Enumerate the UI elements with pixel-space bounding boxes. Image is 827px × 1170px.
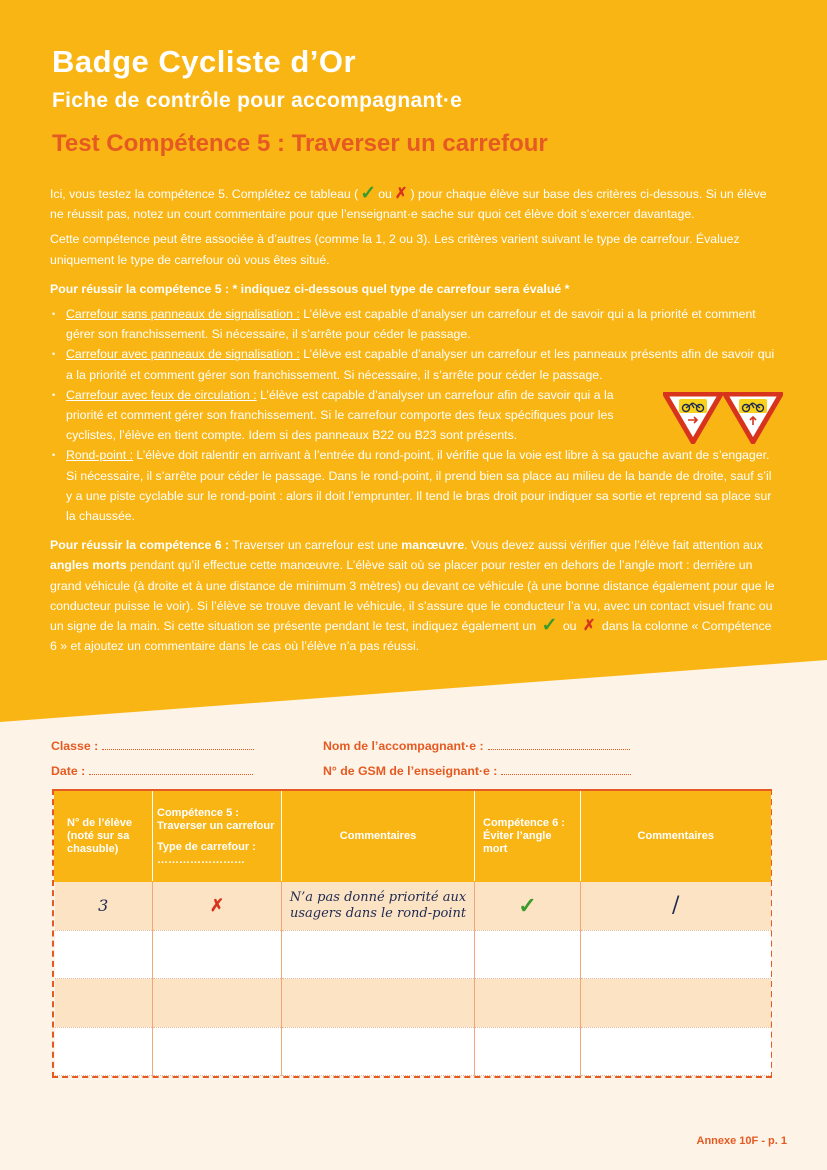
date-input-line[interactable] (89, 762, 253, 775)
traffic-signs (663, 392, 783, 444)
competence6-cell[interactable]: ✓ (475, 882, 581, 931)
comment2-cell[interactable] (581, 979, 771, 1028)
student-number-cell[interactable] (55, 930, 153, 979)
accompagnant-input-line[interactable] (488, 737, 630, 750)
test-title: Test Compétence 5 : Traverser un carrefour (52, 130, 548, 157)
table-row (55, 1027, 771, 1076)
classe-input-line[interactable] (102, 737, 254, 750)
gsm-field[interactable]: N° de GSM de l’enseignant·e : (323, 762, 631, 778)
comment1-cell[interactable] (282, 930, 475, 979)
page-subtitle: Fiche de contrôle pour accompagnant·e (52, 89, 463, 112)
header-student-number: N° de l’élève (noté sur sa chasuble) (55, 792, 153, 882)
date-field[interactable]: Date : (51, 762, 253, 778)
evaluation-table (52, 789, 772, 1078)
header-competence5: Compétence 5 : Traverser un carrefour Type de carrefour : …………………… (153, 792, 282, 882)
table-row (55, 930, 771, 979)
gsm-input-line[interactable] (501, 762, 631, 775)
comment2-cell[interactable] (581, 1027, 771, 1076)
competence6-cell[interactable] (475, 979, 581, 1028)
competence6-cell[interactable] (475, 930, 581, 979)
page-footer: Annexe 10F - p. 1 (696, 1135, 787, 1147)
criteria-item: • Carrefour avec feux de circulation : L’élève est capable d’analyser un carrefour afin de savoir qui a la priorité et comment gérer son franchissement. Si le carrefour comporte des feux spécifiques pour les cyclistes, l’élève en tient compte. Idem si des panneaux B22 ou B23 sont présents. (50, 385, 778, 446)
page-title: Badge Cycliste d’Or (52, 44, 357, 79)
classe-field[interactable]: Classe : (51, 737, 254, 753)
header-comments-1: Commentaires (282, 792, 475, 882)
cross-icon: ✗ (582, 617, 596, 635)
header-competence6: Compétence 6 : Éviter l’angle mort (475, 792, 581, 882)
table-row (55, 882, 771, 931)
competence5-cell[interactable] (153, 1027, 282, 1076)
check-icon: ✓ (541, 615, 558, 637)
competence5-cell[interactable] (153, 930, 282, 979)
check-icon: ✓ (360, 183, 377, 204)
intro-paragraph-2: Cette compétence peut être associée à d’autres (comme la 1, 2 ou 3). Les critères varient suivant le type de carrefour. Évaluez uniquement le type de carrefour où vous êtes situé. (50, 232, 740, 267)
competence6-cell[interactable] (475, 1027, 581, 1076)
b23-cyclist-straight-sign-icon (725, 394, 781, 442)
header-comments-2: Commentaires (581, 792, 771, 882)
student-number-cell[interactable]: 3 (55, 882, 153, 931)
intro-paragraph: Ici, vous testez la compétence 5. Complétez ce tableau ( ✓ ou ✗ ) pour chaque élève sur base des critères ci-dessous. Si un élève ne réussit pas, notez un court commentaire pour que l’enseignant·e sache sur quoi cet élève doit s’exercer davantage. (50, 183, 767, 222)
competence6-paragraph: Pour réussir la compétence 6 : Traverser un carrefour est une manœuvre. Vous devez aussi vérifier que l’élève fait attention aux angles morts pendant qu’il effectue cette manœuvre. L’élève sait où se placer pour rester en dehors de l’angle mort : derrière un grand véhicule (à droite et à une distance de minimum 3 mètres) ou devant ce véhicule (à une bonne distance également pour que le conducteur puisse le voir). Si l’élève se trouve devant le véhicule, il s’assure que le conducteur l’a vu, avec un contact visuel franc ou un signe de la main. Si cette situation se présente pendant le test, indiquez également un ✓ ou ✗ dans la colonne « Compétence 6 » et ajoutez un commentaire dans le cas où l’élève n’a pas réussi. (50, 538, 775, 654)
comment1-cell[interactable] (282, 979, 475, 1028)
criteria-item: • Carrefour sans panneaux de signalisation : L’élève est capable d’analyser un carrefour et de savoir qui a la priorité et comment gérer son franchissement. Si nécessaire, il s’arrête pour céder le passage. (50, 304, 778, 344)
comment2-cell[interactable]: / (581, 882, 771, 931)
comment1-cell[interactable] (282, 1027, 475, 1076)
cross-icon: ✗ (394, 185, 408, 202)
student-number-cell[interactable] (55, 1027, 153, 1076)
comment2-cell[interactable] (581, 930, 771, 979)
student-number-cell[interactable] (55, 979, 153, 1028)
table-row (55, 979, 771, 1028)
criteria-heading: Pour réussir la compétence 5 : * indiquez ci-dessous quel type de carrefour sera évalué * (50, 281, 570, 296)
competence5-cell[interactable] (153, 979, 282, 1028)
comment1-cell[interactable]: N’a pas donné priorité aux usagers dans le rond-point (282, 882, 475, 931)
criteria-item: • Carrefour avec panneaux de signalisation : L’élève est capable d’analyser un carrefour et les panneaux présents afin de savoir qui a la priorité et comment gérer son franchissement. Si nécessaire, il s’arrête pour céder le passage. (50, 344, 778, 384)
b22-cyclist-right-sign-icon (665, 394, 721, 442)
accompagnant-field[interactable]: Nom de l’accompagnant·e : (323, 737, 630, 753)
criteria-item: • Rond-point : L’élève doit ralentir en arrivant à l’entrée du rond-point, il vérifie que la voie est libre à sa gauche avant de s’engager. Si nécessaire, il s’arrête pour céder le passage. Dans le rond-point, il prend bien sa place au milieu de la bande de droite, sauf s’il y a une piste cyclable sur le rond-point : alors il doit l’emprunter. Il tend le bras droit pour indiquer sa sortie et reprend sa place sur la chaussée. (50, 445, 778, 526)
competence5-cell[interactable]: ✗ (153, 882, 282, 931)
